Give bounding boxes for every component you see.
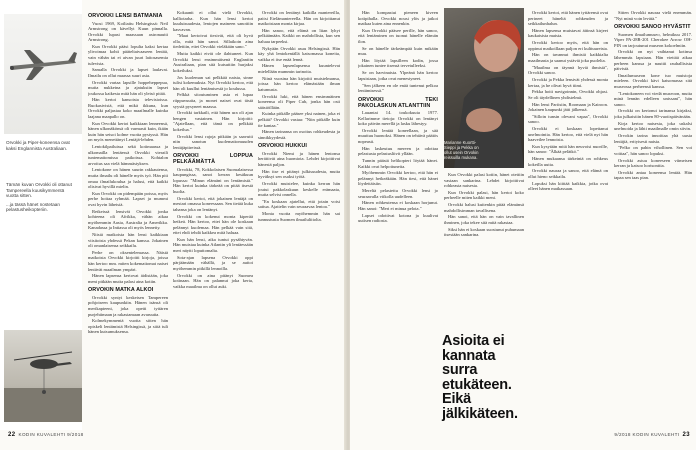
paragraph: "Maat kertoivat tiesivät, että oli hyvä olla, mitä hän sanoi. Sillaikoin aina tiedettiin, ettei Orvokki vieläkään sano." (173, 33, 253, 50)
article-column-1 (88, 10, 168, 420)
subheading: ORVOKKI HUKKUI (258, 143, 307, 150)
paragraph: Orvokki on kertonut tarinansa kirjaksi, joka julkaistiin hänen 80-vuotispäivänään. (614, 108, 692, 119)
pull-quote: Asioita ei kannata surra etukäteen. Eikä jälkikäteen. (442, 333, 518, 422)
paragraph: Perhe on oksentelemassa. Näistä matkoista Orvokki kirjoitti kirjoja, joissa hän kertoo mm. miten kokemattomat naiset lentävät maailman ympäri. (88, 249, 168, 272)
paragraph: Mutta kaikki eivät ole ilahtuneet. Kun Orvokki lensi ensimmäisenä Englantiin Australiaan, pian sitä kutsuttiin hurjaksi kokeiluksi. (173, 51, 253, 73)
plane-caption-2 (6, 182, 76, 213)
paragraph: Kun Orvokki on pidempään poissa, myös perhe hoitaa ryhmää. Lapset ja mummi ovat hyvin läheisiä. (88, 190, 168, 207)
paragraph: Vuosi 1969, Koiliaitu Helsingissä: Neil Armstrong on kävellyt Kuun pinnalla. Orvokki lupasi maassaan astronautti Armstrong. (88, 20, 168, 43)
paragraph: Hänen mukaansa tärkeintä on rohkeus kokeilla uutta. (528, 156, 608, 167)
paragraph: Hänen tarinansa on osoitus rohkeudesta ja sinnikkyydestä. (258, 129, 340, 140)
paragraph: "En koskaan ajatellut, että jotain voisi sattua. Ajattelin vain seuraavaa lentoa." (258, 198, 340, 210)
paragraph: Kun hän lensi, aika tuntui pysähtyvän. Hän muistaa kuinka Atlantin yli lentäessään meri näytti loputtomalta. (173, 236, 253, 253)
page-number-right: 23 (682, 432, 690, 438)
subheading: ORVOKKI TEKI PAKOLASKUN ATLANTTIIN (358, 96, 438, 109)
subheading: ORVOKKI SANOO HYVÄSTIT (614, 24, 691, 31)
paragraph: Sota-ajan lapsena Orvokki oppi pärjäämään vähällä, ja se auttoi myöhemmin pitkillä lennoilla. (173, 254, 253, 271)
folio-label-left: KODIN KUVALEHTI 9/2018 (18, 432, 84, 437)
paragraph: Orvokki ja Pekka lensivät yhdessä monta kertaa, ja he olivat hyvä tiimi. (528, 76, 608, 88)
paragraph: Kirja kertoo naisesta, joka uskalsi unelmoida ja lähti maailmalle omin siivin. (614, 120, 692, 132)
paragraph: Orvokki on kokenut monta kiperää hetkeä. Hän kertoo, ettei hän ole koskaan pelännyt kuolemaa. Hän pelkää vain sitä, ettei ehdi tehdä kaikkea mitä haluaa. (173, 213, 253, 236)
paragraph: Niinä vuosina hän kirjoitti muistelmansa, joissa hän kertoo elämästään ilman katumusta. (258, 75, 340, 92)
paragraph: Monta vuotta myöhemmin hän sai tunnustusta Suomen ilmailuliitolta. (258, 211, 340, 222)
paragraph: Sitten Orvokki nauraa vielä enemmän. "Nyt minä voin levätä." (614, 10, 692, 21)
paragraph: Orvokki tarkkaili, että hänen ura oli ajan hengen vastainen. Hän kirjoitti: "Ajatellaan, että tämä on pelkkää kokeilua." (173, 110, 253, 132)
paragraph: Samalla Orvokki ja lapset laulavat. Ilmailu on ollut maassa suuri asia. (88, 67, 168, 78)
paragraph: Orvokki astuu koneeseen viimeisen kerran ja katsoo horisonttia. (614, 157, 692, 169)
paragraph: Hänen rohkeutensa ei koskaan horjunut. Hän sanoi: "Meri ei minua pelota." (358, 200, 438, 211)
paragraph: Orvokki Niemi ja hänen lentonsa herättivät aina huomiota. Lehdet kirjoittivat hänestä paljon. (258, 150, 340, 167)
left-page (0, 0, 346, 450)
article-column-4 (358, 10, 438, 420)
article-column-3 (258, 10, 340, 420)
paragraph: Mereltä pelastettu Orvokki lensi jo seuraavalla viikolla uudelleen. (358, 188, 438, 199)
paragraph: Orvokki muistelee, kuinka kerran hän joutui pakkolaskuun keskelle erämaata, mutta selvisi onnella. (258, 180, 340, 198)
paragraph: Lentokone on hänen suurin rakkautensa, mutta ilmailu oli hänelle myös työ. Hän piti omaa ilmailukoulua ja halusi, että kaikki olisivat hyvillä mielin. (88, 167, 168, 190)
article-column-2 (173, 10, 253, 420)
paragraph: Kun Orvokki palasi, hän kertoi koko perheelle miten kaikki meni. (444, 189, 524, 201)
paragraph: Orvokki lentää koneellaan, ja sää muuttuu huonoksi. Hänen on tehtävä päätös nopeasti. (358, 127, 438, 145)
paragraph: Tunnin päästä helikopteri löytää hänet. Kaikki ovat helpottuneita. (358, 158, 438, 169)
paragraph: Kun Orvokki palasi kotiin, hänet otettiin vastaan sankarina. Lehdet kirjoittivat rohkeasta naisesta. (444, 172, 524, 189)
subheading: ORVOKKI LOPPUA PELKÄÄMÄTTÄ (173, 153, 253, 166)
paragraph: Hän laskeutuu mereen ja odottaa pelastusta pelastusliivit yllään. (358, 145, 438, 157)
folio-label-right: 9/2018 KODIN KUVALEHTI (614, 432, 680, 437)
paragraph: Jos kuoleman sai pelkkää naista, sinne tulisi kokemuksia. Nyt Orvokki kertoo, että hän oli kuullut lentämisestä jo koulussa. (173, 74, 253, 91)
paragraph: "Sen jälkeen en ole enää tuntenut pelkoa lentämisessä." (358, 82, 438, 94)
plane-caption-2a: Tämän kuvan Orvokki oli ottanut Tampereella kuusikymmentä vuotta sitten. (6, 182, 72, 199)
paragraph: Kun kysytään mitä hän neuvoisi nuorille, hän sanoo: "Älkää pelätkö." (528, 143, 608, 155)
paragraph: Siksi hän ei koskaan suostunut puhumaan itsestään sankarina. (444, 226, 524, 238)
paragraph: Pelkkä sitoutuminen asia ei lupaa riippuvuutta, ja monet naiset ovat tästä syystä pysyneet maassa. (173, 92, 253, 109)
paragraph: Kolmekymmentä vuotta sitten hän opiskeli lentämistä Helsingissä, ja siitä tuli hänen kutsumuksensa. (88, 318, 168, 335)
photo-sidebar (0, 0, 82, 430)
plane-illustration (4, 14, 82, 134)
plane-photo (4, 14, 82, 134)
paragraph: Niistä matkoista hän lensi kaikkiaan viisitoista yhdessä Pekan kanssa. Jokainen oli omanlaisensa seikkailu. (88, 232, 168, 249)
subheading: ORVOKKI LENSI BATMANIA (88, 13, 163, 19)
page-number-left: 22 (8, 432, 16, 438)
paragraph: Lauantai 14. toukokuuta 1977. Kellarimme tietoja: Orvokki on lentänyt koko päivän merellä ja lasku lähestyy. (358, 110, 438, 127)
paragraph: Hän löytää lapsilleen kodin, jossa jokainen tuntee itsensä tervetulleeksi. (358, 57, 438, 69)
paragraph: Hänen lapsenlapsensa kuuntelevat mielellään mummin tarinoita. (258, 63, 340, 75)
folio-left (8, 432, 84, 438)
paragraph: Se on harvinaista. Ylpeänä hän kertoo lapsistaan, jotka ovat menestyneet. (358, 70, 438, 81)
paragraph: Suomen ilmailumuseo, helmikuu 2017. Viper PA-28R-201 Cherokee Arrow OH-PIN on tarjoutunut museon kokoelmiin. (614, 31, 692, 48)
paragraph: Nykyään Orvokki asuu Helsingissä. Hän käy yhä lentokentällä katsomassa koneita, vaikka ei itse enää lennä. (258, 45, 340, 62)
paragraph: Se on hänelle tärkeämpää kuin mikään muu. (358, 45, 438, 57)
paragraph: "Maailma on täynnä hyviä ihmisiä", Orvokki sanoo. (528, 64, 608, 76)
plane-caption: Orvokki ja Piper-koneensa ovat kaksi Englannista Australiaan. (6, 140, 70, 151)
paragraph: Hän kompastui pieneen kiveen kotipihalla. Orvokki nousi ylös ja jatkoi matkaa kuten aina ennenkin. (358, 10, 438, 27)
article-column-6 (528, 10, 608, 420)
paragraph: Orvokki kertoi, että jokainen lentäjä on mestari omassa koneessaan. Sen tietää kuka tahansa joka on lentänyt. (173, 195, 253, 212)
paragraph: Orvokki kertoo myös, että hän on oppinut matkoillaan paljon eri kulttuureista. (528, 40, 608, 51)
paragraph: Hänen lapsensa muistavat äitinsä kirjeet kaukaisista maista. (528, 27, 608, 39)
paragraph: Orvokki ei koskaan lopettanut unelmointia. Hän kertoo, että vielä nyt hän haaveilee lennoista. (528, 126, 608, 143)
portrait-caption: Marianne Kuortti-Sieppi ja Pekka on ollut usein Orvokin reissuilla mukana. (444, 140, 479, 160)
paragraph: Retkeissä lensivät Orvokki jonka kohteena oli Afrikka, vähän aikaa myöhemmin Aasia, Australia ja Amerikka. Kanadassa ja Intiassa oli myös lennetty. (88, 208, 168, 231)
paragraph: Hän itse ei pitänyt julkisuudesta, mutta hyväksyi sen osaksi työtä. (258, 168, 340, 180)
paragraph: Orvokki nauraa ja sanoo, että elämä on ollut hieno seikkailu. (528, 168, 608, 180)
paragraph: Pekka hoiti navigoinnin, Orvokki ohjasi. Se oli täydellinen yhdistelmä. (528, 89, 608, 100)
paragraph: Orvokki vartaa lapsille hoppeheppepua, mutta nukkeina ja ajatuksiin lapset joukossa kaikesta mitä hän oli yleisö pitää. (88, 79, 168, 96)
paragraph: Orvokki syntyi keskeisen Tampereen pohjoiseen kaupunkiin. Hänen isänsä oli merikapteeni, joka opetti tyttären purjehtimaan ja rakastamaan avaruutta. (88, 294, 168, 317)
paragraph: Orvokki antaa koneensa lentää. Hän tapaa sen taas pian. (614, 169, 692, 181)
paragraph: Ilmailumuseon kone tuo muistoja mieleen. Orvokki kävi katsomassa sitä museossa perheensä kanssa. (614, 72, 692, 89)
paragraph: Orvokki luki, että hänen ensimmäinen koneensa oli Piper Cub, jonka hän osti säästöillään. (258, 93, 340, 110)
paragraph: "Lentokoneen voi viedä museoon, mutta minä lennän edelleen unissani", hän sanoo. (614, 90, 692, 107)
paragraph: Kun Orvokki kertoi kaikkiaan lenneensä, hänen ulkonäkönsä oli varmasti kuin, ikään kuin hän seisoi kolme vuotta pystyssä. Hän on myös menettänyt Lentäjä-lehden. (88, 120, 168, 143)
paragraph: Hän sanoo, että elämä on liian lyhyt pelkäämään. Kaikki on mahdollista, kun sen haluaa tarpeeksi. (258, 27, 340, 44)
paragraph: Orvokki lensi rajoja pitkään ja saavutti niin sanotun kuolemattomuuden lentäjäpiireissä. (173, 133, 253, 150)
paragraph: Kun Orvokki pääsi lopulta kaksi kertaa ylivoimaa kohti pääteltaivaaseen lentää, vain vähän tai ei aivan juuri laitosasemia tulevista. (88, 43, 168, 66)
paragraph: Orvokki halusi kuitenkin pitää elämänsä mahdollisimman tavallisena. (444, 202, 524, 213)
paragraph: Orvokki on aina pitänyt Suomea kotinaan. Hän on palannut joka kerta, vaikka maailma on ollut auki. (173, 272, 253, 289)
paragraph: Hänen lapsensa kertovat äidistään, joka meni pitkään mutta palasi aina kotiin. (88, 273, 168, 284)
paragraph: "Silloin tunsin olevani vapaa", Orvokki sanoo. (528, 113, 608, 125)
paragraph: "Pelko on pahin vihollinen. Sen voi voittaa", hän sanoo lopuksi. (614, 145, 692, 156)
helicopter-photo (4, 330, 82, 422)
paragraph: Lentokilpailuissa sekä kotimaassa ja ulkomailla lentäessä Orvokki vieraili tuntemattomissa paikoissa. Kohtalon arvoitus saa vielä hämmästyksen. (88, 144, 168, 166)
paragraph: Hän lensi Pariisiin, Roomaan ja Kairoon. Jokainen kaupunki jätti jälkensä. (528, 101, 608, 113)
paragraph: Hän sanoi, että hän on vain tavallinen ihminen, joka tekee sitä mitä rakastaa. (444, 214, 524, 225)
paragraph: Kuinka pitkälle pääsee yksi nainen, joka ei pelkää? Orvokki vastaa: "Niin pitkälle kuin tie kantaa." (258, 111, 340, 128)
paragraph: Orvokin tarina innoittaa yhä uusia lentäjiä, erityisesti naisia. (614, 133, 692, 144)
paragraph: Orvokki, 78, Kokkolaisen Suomalaisessa kaupungissa, sanoi kerran kesäkuun lopussa: "Minun elämäni on lentämistä." Hän kertoi kuinka tärkeää on pitää itsestä huolta. (173, 166, 253, 194)
plane-caption-2b: ...ja tässä hänet nostetaan pelastusheikopteriin. (6, 201, 60, 213)
helicopter-illustration (4, 330, 82, 422)
paragraph: Hän on tavannut ihmisiä kaikkialta maailmasta ja saanut ystäviä joka puolelta. (528, 52, 608, 63)
subheading: ORVOKIN MATKA ALKOI (88, 287, 154, 294)
paragraph: Orvokki on lentänyt kaikilla mantereilla, paitsi Etelämantereella. Hän on kirjoittanut matkoistaan monta kirjaa. (258, 10, 340, 27)
paragraph: Hän kertoi kansoista televisioissa. Ruokasivistä, että mikä ikkuna, kun Orvokki paljastaa koko maailmalle kuinka laajana maapallo on. (88, 97, 168, 119)
paragraph: Kun Orvokki pääsee perille, hän sanoo, että lentäminen on tuonut hänelle elämän ilon. (358, 27, 438, 44)
paragraph: Lapset odottivat kotona ja kuulivat uutisen radiosta. (358, 212, 438, 224)
paragraph: Orvokki on nyt vaihtanut kotinsa lähemmäs lapsiaan. Hän viettää aikaa perheen kanssa ja nauttii rauhallisista päivistä. (614, 49, 692, 72)
paragraph: Orvokki kertoi, että hänen tyttärensä ovat perineet häneltä rohkeuden ja seikkailunhalun. (528, 10, 608, 27)
paragraph: Kokaanit ei ollut vielä Orvokki, kalliotarha. Kun hän lensi kertoi kuuluisuudesta, lentojen maineen sanottiin kasvavan. (173, 10, 253, 32)
folio-right (614, 432, 690, 438)
article-column-7 (614, 10, 692, 420)
paragraph: Lopuksi hän kiittää kaikkia, jotka ovat olleet hänen matkassaan. (528, 180, 608, 192)
paragraph: Myöhemmin Orvokki kertoo, että hän ei pelännyt hetkeäkään. Hän tiesi, että hänet löydettäisiin. (358, 170, 438, 187)
